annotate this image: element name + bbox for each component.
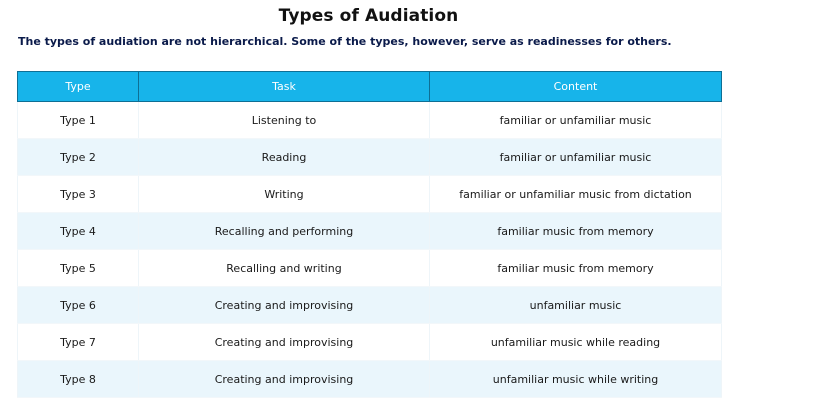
cell-type: Type 1 (18, 102, 139, 139)
cell-type: Type 8 (18, 361, 139, 398)
table-row (18, 102, 722, 139)
table-row (18, 324, 722, 361)
table-row (18, 250, 722, 287)
table-row (18, 361, 722, 398)
cell-task: Creating and improvising (139, 287, 430, 324)
column-header-content: Content (430, 72, 722, 102)
cell-content: unfamiliar music while writing (430, 361, 722, 398)
cell-task: Reading (139, 139, 430, 176)
table-header-row (18, 72, 722, 102)
cell-content: familiar or unfamiliar music (430, 139, 722, 176)
page-subtitle: The types of audiation are not hierarchical. Some of the types, however, serve as readinesses for others. (18, 35, 672, 48)
audiation-types-table (17, 71, 722, 398)
cell-task: Creating and improvising (139, 324, 430, 361)
cell-content: familiar music from memory (430, 250, 722, 287)
cell-type: Type 6 (18, 287, 139, 324)
table-row (18, 287, 722, 324)
cell-content: unfamiliar music while reading (430, 324, 722, 361)
cell-content: familiar or unfamiliar music from dictation (430, 176, 722, 213)
cell-task: Creating and improvising (139, 361, 430, 398)
cell-task: Writing (139, 176, 430, 213)
cell-type: Type 4 (18, 213, 139, 250)
table-row (18, 213, 722, 250)
cell-type: Type 5 (18, 250, 139, 287)
table-body (18, 102, 722, 398)
cell-type: Type 7 (18, 324, 139, 361)
cell-task: Listening to (139, 102, 430, 139)
table-header (18, 72, 722, 102)
column-header-task: Task (139, 72, 430, 102)
page-title: Types of Audiation (278, 6, 459, 26)
cell-content: familiar music from memory (430, 213, 722, 250)
cell-task: Recalling and writing (139, 250, 430, 287)
cell-type: Type 3 (18, 176, 139, 213)
cell-task: Recalling and performing (139, 213, 430, 250)
cell-content: unfamiliar music (430, 287, 722, 324)
cell-content: familiar or unfamiliar music (430, 102, 722, 139)
cell-type: Type 2 (18, 139, 139, 176)
table-row (18, 139, 722, 176)
table-row (18, 176, 722, 213)
column-header-type: Type (18, 72, 139, 102)
